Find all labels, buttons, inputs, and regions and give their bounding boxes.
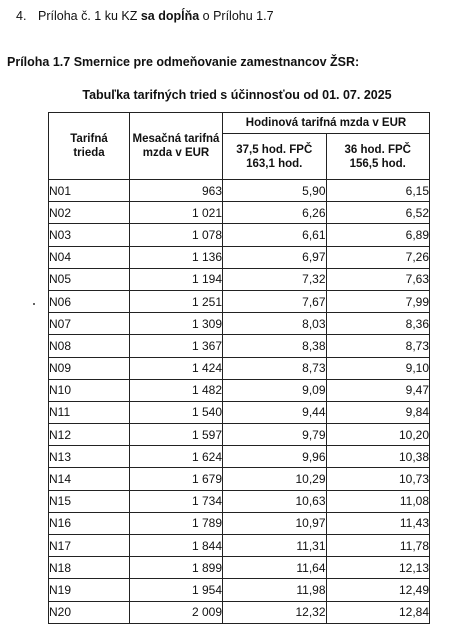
hourly-36-cell: 6,52 xyxy=(326,202,430,224)
hourly-36-cell: 7,99 xyxy=(326,290,430,312)
hourly-36-cell: 8,73 xyxy=(326,335,430,357)
hourly-36-cell: 9,84 xyxy=(326,401,430,423)
monthly-wage-cell: 1 482 xyxy=(130,379,223,401)
monthly-wage-cell: 1 624 xyxy=(130,446,223,468)
hourly-375-cell: 11,31 xyxy=(223,535,327,557)
hourly-36-cell: 11,43 xyxy=(326,512,430,534)
amendment-text: Príloha č. 1 ku KZ xyxy=(38,9,141,23)
tariff-class-cell: N10 xyxy=(49,379,130,401)
header-36-hours xyxy=(326,134,430,180)
hourly-36-cell: 7,63 xyxy=(326,268,430,290)
hourly-36-cell: 11,78 xyxy=(326,535,430,557)
hourly-375-cell: 8,73 xyxy=(223,357,327,379)
monthly-wage-cell: 2 009 xyxy=(130,601,223,623)
table-row xyxy=(49,357,430,379)
monthly-wage-cell: 1 597 xyxy=(130,424,223,446)
monthly-wage-cell: 1 789 xyxy=(130,512,223,534)
tariff-class-cell: N01 xyxy=(49,180,130,202)
header-tariff-class-line2: trieda xyxy=(73,147,105,159)
hourly-36-cell: 10,38 xyxy=(326,446,430,468)
tariff-class-cell: N13 xyxy=(49,446,130,468)
table-row xyxy=(49,268,430,290)
table-row xyxy=(49,401,430,423)
header-monthly-line1: Mesačná tarifná xyxy=(132,133,220,145)
hourly-36-cell: 10,20 xyxy=(326,424,430,446)
hourly-36-cell: 10,73 xyxy=(326,468,430,490)
hourly-375-cell: 10,97 xyxy=(223,512,327,534)
monthly-wage-cell: 1 679 xyxy=(130,468,223,490)
hourly-36-cell: 9,47 xyxy=(326,379,430,401)
table-row xyxy=(49,224,430,246)
table-header xyxy=(49,113,430,180)
tariff-class-cell: N07 xyxy=(49,313,130,335)
table-row xyxy=(49,335,430,357)
tariff-class-cell: N17 xyxy=(49,535,130,557)
hourly-375-cell: 6,61 xyxy=(223,224,327,246)
header-row xyxy=(49,113,430,134)
hourly-36-cell: 12,13 xyxy=(326,557,430,579)
hourly-375-cell: 9,79 xyxy=(223,424,327,446)
hourly-375-cell: 11,98 xyxy=(223,579,327,601)
hourly-375-cell: 6,97 xyxy=(223,246,327,268)
tariff-table xyxy=(48,112,430,624)
monthly-wage-cell: 1 251 xyxy=(130,290,223,312)
hourly-375-cell: 10,63 xyxy=(223,490,327,512)
tariff-class-cell: N08 xyxy=(49,335,130,357)
hourly-375-cell: 11,64 xyxy=(223,557,327,579)
monthly-wage-cell: 1 309 xyxy=(130,313,223,335)
monthly-wage-cell: 1 021 xyxy=(130,202,223,224)
table-caption: Tabuľka tarifných tried s účinnosťou od 01. 07. 2025 xyxy=(82,88,392,102)
monthly-wage-cell: 1 078 xyxy=(130,224,223,246)
table-row xyxy=(49,202,430,224)
table-row xyxy=(49,557,430,579)
hourly-375-cell: 6,26 xyxy=(223,202,327,224)
monthly-wage-cell: 1 194 xyxy=(130,268,223,290)
hourly-375-cell: 9,09 xyxy=(223,379,327,401)
tariff-class-cell: N19 xyxy=(49,579,130,601)
tariff-class-cell: N02 xyxy=(49,202,130,224)
amendment-text-end: o Prílohu 1.7 xyxy=(199,9,274,23)
tariff-class-cell: N16 xyxy=(49,512,130,534)
monthly-wage-cell: 1 844 xyxy=(130,535,223,557)
tariff-class-cell: N09 xyxy=(49,357,130,379)
header-375-hours xyxy=(223,134,327,180)
table-row xyxy=(49,379,430,401)
hourly-36-cell: 7,26 xyxy=(326,246,430,268)
monthly-wage-cell: 1 954 xyxy=(130,579,223,601)
monthly-wage-cell: 1 367 xyxy=(130,335,223,357)
hourly-375-cell: 8,03 xyxy=(223,313,327,335)
tariff-class-cell: N18 xyxy=(49,557,130,579)
stray-mark xyxy=(33,303,35,305)
header-monthly-line2: mzda v EUR xyxy=(142,147,210,159)
tariff-class-cell: N03 xyxy=(49,224,130,246)
monthly-wage-cell: 1 136 xyxy=(130,246,223,268)
table-row xyxy=(49,313,430,335)
hourly-36-cell: 12,84 xyxy=(326,601,430,623)
table-row xyxy=(49,246,430,268)
monthly-wage-cell: 1 734 xyxy=(130,490,223,512)
monthly-wage-cell: 963 xyxy=(130,180,223,202)
tariff-class-cell: N20 xyxy=(49,601,130,623)
table-row xyxy=(49,579,430,601)
tariff-class-cell: N05 xyxy=(49,268,130,290)
header-36-line2: 156,5 hod. xyxy=(349,157,406,170)
hourly-36-cell: 11,08 xyxy=(326,490,430,512)
table-row xyxy=(49,601,430,623)
table-row xyxy=(49,446,430,468)
table-body xyxy=(49,180,430,624)
hourly-375-cell: 12,32 xyxy=(223,601,327,623)
table-row xyxy=(49,535,430,557)
table-row xyxy=(49,180,430,202)
hourly-375-cell: 7,67 xyxy=(223,290,327,312)
hourly-375-cell: 5,90 xyxy=(223,180,327,202)
monthly-wage-cell: 1 424 xyxy=(130,357,223,379)
hourly-375-cell: 7,32 xyxy=(223,268,327,290)
monthly-wage-cell: 1 899 xyxy=(130,557,223,579)
table-row xyxy=(49,512,430,534)
table-row xyxy=(49,490,430,512)
hourly-36-cell: 6,89 xyxy=(326,224,430,246)
tariff-class-cell: N15 xyxy=(49,490,130,512)
amendment-text-bold: sa dopĺňa xyxy=(140,9,200,23)
header-tariff-class-line1: Tarifná xyxy=(70,133,108,145)
tariff-class-cell: N04 xyxy=(49,246,130,268)
header-375-line2: 163,1 hod. xyxy=(246,157,303,170)
tariff-class-cell: N06 xyxy=(49,290,130,312)
hourly-375-cell: 10,29 xyxy=(223,468,327,490)
tariff-class-cell: N11 xyxy=(49,401,130,423)
table-row xyxy=(49,424,430,446)
amendment-line xyxy=(16,9,274,23)
hourly-375-cell: 9,44 xyxy=(223,401,327,423)
header-tariff-class xyxy=(49,113,130,180)
table-row xyxy=(49,468,430,490)
tariff-class-cell: N14 xyxy=(49,468,130,490)
item-number: 4. xyxy=(16,9,27,23)
monthly-wage-cell: 1 540 xyxy=(130,401,223,423)
tariff-class-cell: N12 xyxy=(49,424,130,446)
hourly-375-cell: 9,96 xyxy=(223,446,327,468)
hourly-36-cell: 6,15 xyxy=(326,180,430,202)
hourly-375-cell: 8,38 xyxy=(223,335,327,357)
hourly-36-cell: 12,49 xyxy=(326,579,430,601)
hourly-36-cell: 8,36 xyxy=(326,313,430,335)
header-monthly-wage xyxy=(130,113,223,180)
header-hourly-wage: Hodinová tarifná mzda v EUR xyxy=(223,113,430,134)
header-36-line1: 36 hod. FPČ xyxy=(344,143,411,156)
table-row xyxy=(49,290,430,312)
appendix-heading: Príloha 1.7 Smernice pre odmeňovanie zamestnancov ŽSR: xyxy=(7,55,360,69)
header-375-line1: 37,5 hod. FPČ xyxy=(236,143,313,156)
hourly-36-cell: 9,10 xyxy=(326,357,430,379)
